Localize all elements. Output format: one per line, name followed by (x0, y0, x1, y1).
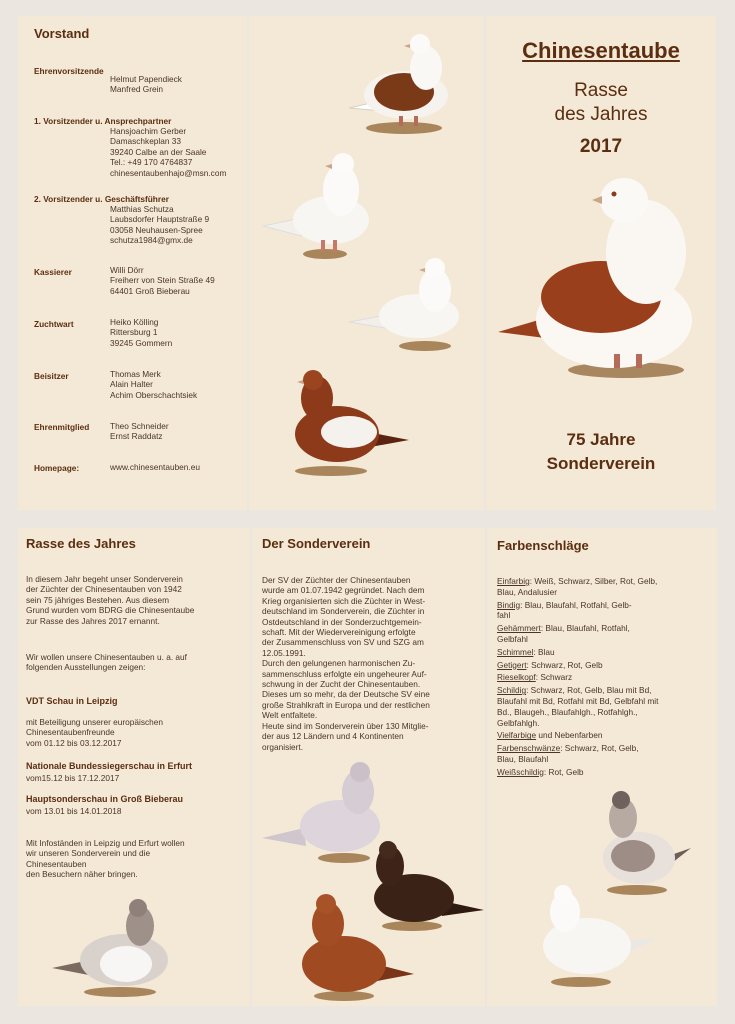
names-ehrenmitglied (110, 421, 169, 442)
line: Thomas Merk (110, 369, 161, 379)
role-vorsitzender-2: 2. Vorsitzender u. Geschäftsführer (34, 194, 169, 204)
vdt-title: VDT Schau in Leipzig (26, 696, 118, 706)
list-item (497, 685, 711, 728)
line: Helmut Papendieck (110, 74, 182, 84)
line: Der SV der Züchter der Chinesentauben (262, 575, 411, 585)
line: Durch den gelungenen harmonischen Zu- (262, 658, 416, 669)
line: Chinesentaubenfreunde (26, 727, 115, 738)
cover-subtitle-2: des Jahres (554, 104, 648, 125)
pigeon-photo-gehaemmert (593, 790, 693, 896)
line: Alain Halter (110, 379, 153, 390)
haupt-text: vom 13.01 bis 14.01.2018 (26, 806, 122, 816)
role-ehrenmitglied: Ehrenmitglied (34, 422, 90, 432)
line: Gelbfahlgh. (497, 717, 540, 728)
panel-rasse-des-jahres (18, 528, 250, 1006)
item-text: und Nebenfarben (536, 730, 603, 741)
pigeon-photo-silver (260, 760, 385, 864)
line: schaft. Mit der Wiedervereinigung erfolgte (262, 627, 416, 638)
vorstand-title: Vorstand (34, 26, 90, 41)
line: wir unseren Sonderverein und die (26, 848, 151, 859)
item-label: Einfarbig (497, 576, 530, 586)
nat-text: vom15.12 bis 17.12.2017 (26, 773, 120, 783)
email-link[interactable]: chinesentaubenhajo@msn.com (110, 167, 227, 178)
line: sein 75 jähriges Bestehen. Aus diesem (26, 594, 169, 605)
sonderverein-title: Der Sonderverein (262, 536, 371, 551)
line: organisiert. (262, 741, 304, 752)
farben-list (497, 576, 711, 780)
item-text: : Blau, Blaufahl, Rotfahl, (540, 623, 630, 634)
line: Freiherr von Stein Straße 49 (110, 275, 215, 286)
item-label: Schimmel (497, 646, 534, 657)
line: Manfred Grein (110, 84, 164, 95)
pigeon-photo-white (261, 150, 376, 262)
line: Chinesentauben (26, 858, 87, 869)
line: den Besuchern näher bringen. (26, 869, 138, 880)
cover-year: 2017 (579, 136, 623, 157)
rasse-title: Rasse des Jahres (26, 536, 136, 551)
item-text: : Blau, Blaufahl, Rotfahl, Gelb- (520, 599, 632, 610)
line: fahl (497, 610, 511, 621)
line: sammenschluss erfolgte ein ungeheurer Auf- (262, 668, 427, 679)
names-zuchtwart (110, 317, 172, 348)
pigeon-photo-white-3 (535, 884, 661, 988)
line: Matthias Schutza (110, 204, 174, 214)
line: der Züchter der Chinesentauben von 1942 (26, 584, 182, 595)
line: Theo Schneider (110, 421, 169, 431)
cover-footer-2: Sonderverein (546, 454, 656, 473)
line: Bd., Blaugeh., Blaufahlgh., Rotfahlgh., (497, 706, 638, 717)
list-item (497, 623, 711, 645)
line: Krieg organisierten sich die Züchter in West- (262, 595, 426, 606)
list-item (497, 730, 711, 741)
line: Ernst Raddatz (110, 431, 163, 442)
list-item (497, 743, 711, 765)
line: Willi Dörr (110, 265, 144, 275)
item-text: : Schwarz (535, 672, 573, 683)
role-kassierer: Kassierer (34, 267, 72, 277)
item-text: : Schwarz, Rot, Gelb (526, 659, 603, 670)
names-kassierer (110, 265, 215, 296)
line: vom 01.12 bis 03.12.2017 (26, 737, 122, 748)
cover-footer-1: 75 Jahre (566, 430, 636, 449)
item-label: Vielfarbige (497, 730, 537, 741)
list-item (497, 767, 711, 778)
vdt-text (26, 717, 163, 748)
item-label: Schildig (497, 685, 527, 696)
item-label: Weißschildig (497, 766, 544, 777)
line: schwung in der Zucht der Chinesentauben. (262, 679, 421, 690)
item-label: Getigert (497, 659, 527, 670)
line: Blau, Blaufahl (497, 753, 549, 764)
line: Blaufahl mit Bd, Rotfahl mit Bd, Gelbfahl mit (497, 695, 659, 706)
line: Achim Oberschachtsiek (110, 389, 198, 400)
names-beisitzer (110, 369, 197, 400)
line: zur Rasse des Jahres 2017 ernannt. (26, 615, 160, 626)
item-text: : Schwarz, Rot, Gelb, Blau mit Bd, (526, 685, 652, 696)
line: wurde am 01.07.1942 gegründet. Nach dem (262, 585, 425, 596)
item-text: : Blau (533, 646, 555, 657)
pigeon-photo-grey (50, 898, 175, 998)
line: der Zusammenschluss von SV und SZG am (262, 637, 424, 648)
line: 03058 Neuhausen-Spree (110, 224, 203, 235)
panel-sonderverein (252, 528, 485, 1006)
rasse-show-intro (26, 652, 187, 673)
item-label: Rieselkopf (497, 672, 536, 683)
role-zuchtwart: Zuchtwart (34, 319, 74, 329)
line: Heute sind im Sonderverein über 130 Mitglie- (262, 720, 429, 731)
line: 39240 Calbe an der Saale (110, 146, 207, 157)
line: Mit Infoständen in Leipzig und Erfurt wollen (26, 838, 185, 848)
list-item (497, 672, 711, 683)
line: 39245 Gommern (110, 337, 173, 348)
names-ehrenvorsitzende (110, 74, 182, 95)
line: Tel.: +49 170 4764837 (110, 157, 193, 168)
line: folgenden Ausstellungen zeigen: (26, 662, 146, 673)
names-vorsitzender-2 (110, 204, 209, 246)
pigeon-photo-white-2 (347, 256, 467, 352)
line: Hansjoachim Gerber (110, 126, 187, 136)
panel-cover (486, 16, 716, 510)
role-homepage: Homepage: (34, 463, 80, 473)
rasse-intro (26, 574, 194, 626)
panel-farbenschlaege (487, 528, 717, 1006)
line: Laubsdorfer Hauptstraße 9 (110, 214, 210, 225)
item-label: Gehämmert (497, 623, 541, 634)
pigeon-photo-red-shield (344, 30, 459, 136)
homepage-link[interactable]: www.chinesentauben.eu (110, 462, 200, 472)
farben-title: Farbenschläge (497, 538, 589, 553)
line: Heiko Kölling (110, 317, 159, 327)
item-text: : Weiß, Schwarz, Silber, Rot, Gelb, (529, 576, 658, 586)
email-link[interactable]: schutza1984@gmx.de (110, 235, 193, 246)
names-vorsitzender-1 (110, 126, 226, 178)
line: Welt entfaltete. (262, 710, 318, 721)
role-beisitzer: Beisitzer (34, 371, 69, 381)
item-label: Farbenschwänze (497, 743, 561, 754)
pigeon-photo-cover (496, 172, 710, 380)
line: Dieses um so mehr, da der Deutsche SV eine (262, 689, 430, 700)
line: deutschland im Sonderverein, die Züchter in (262, 606, 425, 617)
pigeon-photo-red (287, 368, 412, 478)
line: Ostdeutschland in der Sonderzuchtgemein- (262, 616, 422, 627)
role-ehrenvorsitzende: Ehrenvorsitzende (34, 66, 104, 76)
line: Grund wurden vom BDRG die Chinesentaube (26, 605, 195, 616)
line: 12.05.1991. (262, 647, 306, 658)
panel-vorstand (18, 16, 247, 510)
cover-title: Chinesentaube (522, 38, 680, 63)
line: In diesem Jahr begeht unser Sonderverein (26, 574, 183, 584)
line: der aus 12 Ländern und 4 Kontinenten (262, 731, 404, 742)
list-item (497, 660, 711, 671)
line: Rittersburg 1 (110, 327, 158, 338)
list-item (497, 576, 711, 598)
haupt-title: Hauptsonderschau in Groß Bieberau (26, 794, 184, 804)
role-vorsitzender-1: 1. Vorsitzender u. Ansprechpartner (34, 116, 172, 126)
line: große Strahlkraft in Europa und der restlichen (262, 699, 430, 710)
line: mit Beteiligung unserer europäischen (26, 717, 163, 727)
item-text: : Schwarz, Rot, Gelb, (560, 743, 639, 754)
list-item (497, 647, 711, 658)
pigeon-photo-red-solid (296, 892, 416, 1002)
item-label: Bindig (497, 599, 521, 610)
nat-title: Nationale Bundessiegerschau in Erfurt (26, 761, 193, 771)
line: Blau, Andalusier (497, 586, 557, 597)
line: Damaschkeplan 33 (110, 136, 182, 147)
line: Gelbfahl (497, 633, 528, 644)
line: 64401 Groß Bieberau (110, 285, 190, 296)
panel-pigeon-photos (249, 16, 484, 510)
cover-subtitle-1: Rasse (574, 80, 628, 101)
list-item (497, 600, 711, 622)
sonderverein-text (262, 575, 430, 752)
item-text: : Rot, Gelb (543, 766, 584, 777)
line: Wir wollen unsere Chinesentauben u. a. auf (26, 652, 187, 662)
rasse-outro (26, 838, 185, 880)
